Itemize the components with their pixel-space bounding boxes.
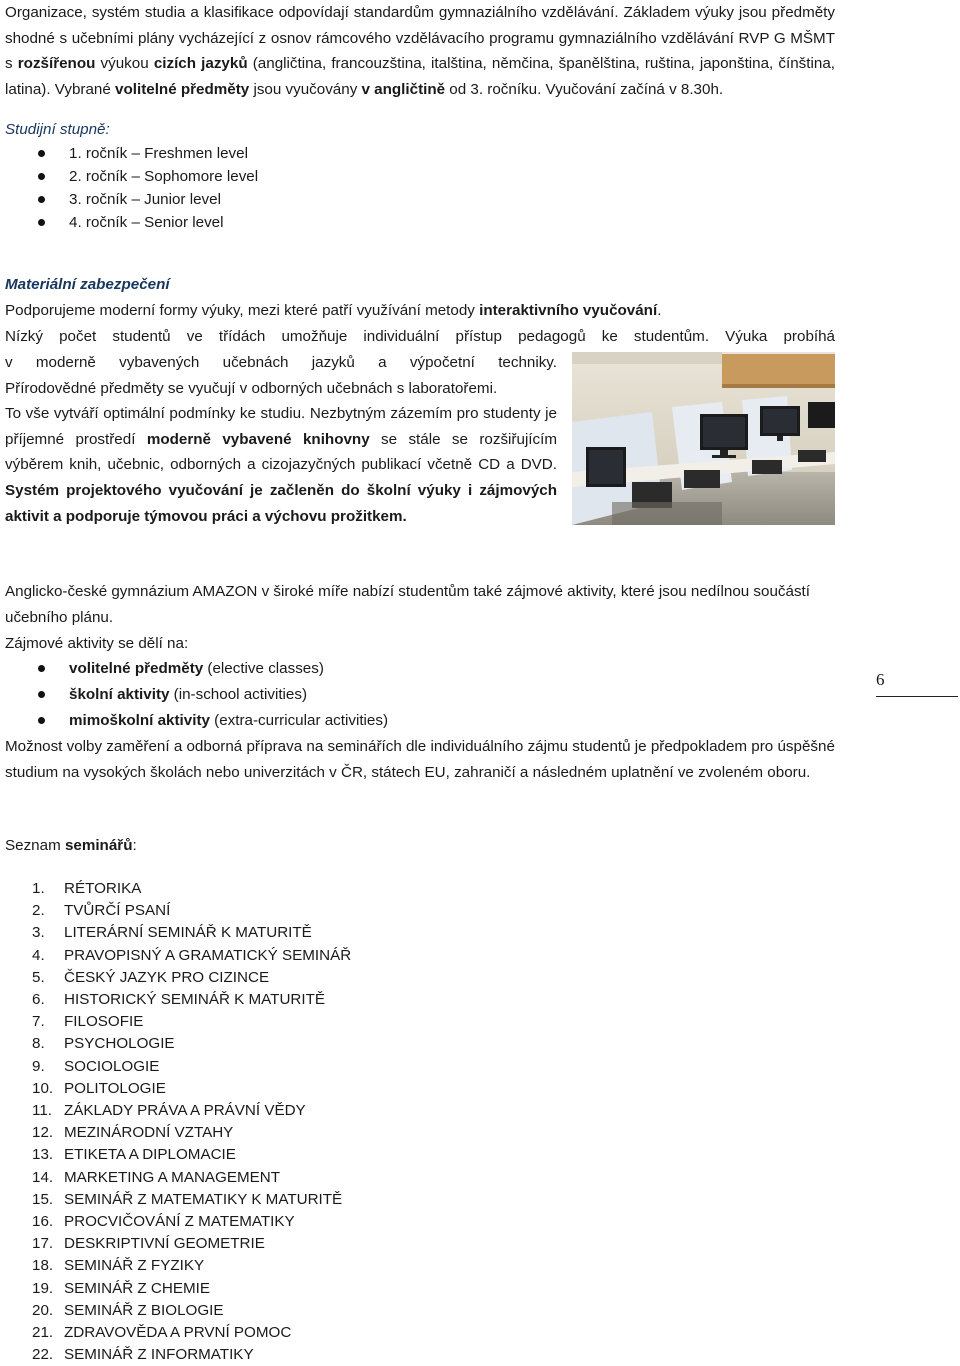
seminars-list	[32, 878, 351, 1366]
activity-rest: (extra-curricular activities)	[209, 712, 389, 729]
seminar-name: ČESKÝ JAZYK PRO CIZINCE	[64, 968, 270, 986]
computer-lab-photo	[572, 352, 835, 525]
list-item	[5, 656, 605, 682]
material-line-1-end: .	[657, 302, 662, 319]
study-levels-label: Studijní stupně:	[5, 121, 110, 138]
material-p5-text-1: To vše vytváří optimální podmínky ke studiu. Nezbytným zázemím pro studenty je příjemné prostředí	[5, 405, 557, 448]
list-number: 18.	[32, 1257, 54, 1275]
list-number: 10.	[32, 1079, 54, 1097]
list-item	[32, 989, 351, 1011]
list-item	[32, 878, 351, 900]
seminar-name: ZDRAVOVĚDA A PRVNÍ POMOC	[64, 1324, 292, 1342]
list-item	[32, 1122, 351, 1144]
list-number: 2.	[32, 902, 45, 920]
list-item: 4. ročník – Senior level	[5, 211, 405, 234]
list-number: 4.	[32, 946, 45, 964]
list-number: 11.	[32, 1102, 52, 1120]
seminars-label-bold: seminářů	[64, 837, 133, 854]
list-item: 2. ročník – Sophomore level	[5, 165, 405, 188]
list-item: 3. ročník – Junior level	[5, 188, 405, 211]
list-item	[32, 1100, 351, 1122]
material-p5-text-2: se stále se rozšiřujícím výběrem knih, učebnic, odborných a cizojazyčných publikací včetně CD a DVD.	[5, 430, 557, 474]
list-item	[5, 708, 605, 734]
list-item	[32, 900, 351, 922]
seminars-label-end: :	[132, 837, 137, 854]
seminar-name: PROCVIČOVÁNÍ Z MATEMATIKY	[64, 1213, 295, 1231]
list-item	[32, 1078, 351, 1100]
seminar-name: ETIKETA A DIPLOMACIE	[64, 1146, 236, 1164]
list-number: 7.	[32, 1013, 45, 1031]
seminar-name: TVŮRČÍ PSANÍ	[64, 902, 171, 920]
activities-paragraph-3: Možnost volby zaměření a odborná příprava na seminářích dle individuálního zájmu studentů je předpokladem pro úspěšné studium na vysokých školách nebo univerzitách v ČR, státech EU, zahraničí a následném uplatnění ve zvoleném oboru.	[5, 738, 835, 781]
list-item	[32, 1233, 351, 1255]
list-number: 20.	[32, 1301, 54, 1319]
list-item	[32, 1344, 351, 1366]
activities-paragraph-1: Anglicko-české gymnázium AMAZON v široké míře nabízí studentům také zájmové aktivity, které jsou nedílnou součástí učebního plánu.	[5, 583, 810, 626]
list-number: 6.	[32, 991, 45, 1009]
seminars-label	[5, 833, 137, 859]
page-number: 6	[876, 670, 958, 697]
list-item	[32, 1278, 351, 1300]
study-levels-list	[5, 142, 405, 234]
list-number: 17.	[32, 1235, 54, 1253]
material-line-2: Nízký počet studentů ve třídách umožňuje individuální přístup pedagogů ke studentům. Výuka probíhá	[5, 328, 835, 345]
seminar-name: LITERÁRNÍ SEMINÁŘ K MATURITĚ	[64, 924, 312, 942]
list-item	[32, 922, 351, 944]
seminar-name: POLITOLOGIE	[64, 1079, 166, 1097]
activity-rest: (elective classes)	[203, 660, 324, 677]
activity-bold: mimoškolní aktivity	[69, 712, 210, 729]
list-number: 15.	[32, 1190, 54, 1208]
intro-text-1: Organizace, systém studia a klasifikace odpovídají standardům gymnaziálního vzdělávání. Základem výuky jsou předměty shodné s učebními plány vycházející z osnov rámcového vzdělávacího programu gymnaziálního vzdělávání RVP G MŠMT s	[5, 4, 835, 73]
list-item	[32, 1144, 351, 1166]
list-number: 8.	[32, 1035, 45, 1053]
intro-bold-4: v angličtině	[361, 81, 446, 99]
material-p5-bold-2: Systém projektového vyučování je začleněn do školní výuky i zájmových aktivit a podporuje týmovou práci a výchovu prožitkem.	[5, 482, 557, 525]
seminar-name: SEMINÁŘ Z CHEMIE	[64, 1279, 210, 1297]
list-number: 12.	[32, 1124, 54, 1142]
intro-paragraph	[5, 0, 835, 103]
seminars-label-text: Seznam	[5, 837, 65, 854]
seminar-name: RÉTORIKA	[64, 880, 142, 897]
seminar-name: PSYCHOLOGIE	[64, 1035, 175, 1053]
seminar-name: SEMINÁŘ Z FYZIKY	[64, 1257, 205, 1275]
list-item	[32, 1300, 351, 1322]
list-item	[32, 1056, 351, 1078]
activities-paragraph-2: Zájmové aktivity se dělí na:	[5, 635, 189, 652]
list-item	[32, 1033, 351, 1055]
list-item	[32, 967, 351, 989]
intro-text-5: od 3. ročníku. Vyučování začíná v 8.30h.	[445, 81, 724, 99]
computer-lab-photo-image	[572, 352, 835, 525]
list-item: 1. ročník – Freshmen level	[5, 142, 405, 165]
activities-list	[5, 656, 605, 734]
list-number: 16.	[32, 1213, 54, 1231]
seminar-name: HISTORICKÝ SEMINÁŘ K MATURITĚ	[64, 991, 326, 1009]
material-line-3: v moderně vybavených učebnách jazyků a výpočetní techniky.	[5, 354, 557, 371]
seminar-name: MEZINÁRODNÍ VZTAHY	[64, 1124, 234, 1142]
list-item	[32, 1322, 351, 1344]
seminar-name: SEMINÁŘ Z INFORMATIKY	[64, 1346, 254, 1364]
activity-bold: volitelné předměty	[69, 660, 204, 677]
list-number: 5.	[32, 968, 45, 986]
activity-rest: (in-school activities)	[169, 686, 308, 703]
seminar-name: SEMINÁŘ Z BIOLOGIE	[64, 1301, 224, 1319]
list-item	[32, 1255, 351, 1277]
seminar-name: SOCIOLOGIE	[64, 1057, 160, 1075]
intro-bold-2: cizích jazyků	[153, 55, 248, 73]
material-line-4: Přírodovědné předměty se vyučují v odborných učebnách s laboratořemi.	[5, 380, 498, 397]
material-p5-bold-1: moderně vybavené knihovny	[146, 430, 370, 448]
list-item	[32, 945, 351, 967]
seminar-name: FILOSOFIE	[64, 1013, 144, 1031]
list-item	[32, 1011, 351, 1033]
intro-text-2: výukou	[95, 55, 154, 73]
list-number: 3.	[32, 924, 45, 942]
material-line-1-text: Podporujeme moderní formy výuky, mezi které patří využívání metody	[5, 302, 480, 319]
list-item	[32, 1211, 351, 1233]
list-number: 21.	[32, 1324, 54, 1342]
list-number: 19.	[32, 1279, 54, 1297]
material-line-1	[5, 298, 835, 324]
seminar-name: SEMINÁŘ Z MATEMATIKY K MATURITĚ	[64, 1190, 343, 1208]
intro-text-4: jsou vyučovány	[249, 81, 362, 99]
intro-bold-3: volitelné předměty	[115, 81, 250, 99]
activity-bold: školní aktivity	[69, 686, 170, 703]
list-number: 14.	[32, 1168, 54, 1186]
seminar-name: PRAVOPISNÝ A GRAMATICKÝ SEMINÁŘ	[64, 946, 352, 964]
material-paragraph-5	[5, 401, 557, 530]
list-number: 22.	[32, 1346, 54, 1364]
list-number: 13.	[32, 1146, 54, 1164]
section-heading-material: Materiální zabezpečení	[5, 276, 170, 293]
seminar-name: DESKRIPTIVNÍ GEOMETRIE	[64, 1235, 265, 1253]
list-item	[32, 1189, 351, 1211]
intro-bold-1: rozšířenou	[17, 55, 96, 73]
seminar-name: ZÁKLADY PRÁVA A PRÁVNÍ VĚDY	[64, 1102, 306, 1120]
material-line-1-bold: interaktivního vyučování	[479, 302, 658, 319]
list-item	[32, 1167, 351, 1189]
list-number: 9.	[32, 1057, 45, 1075]
list-number: 1.	[32, 880, 45, 897]
seminar-name: MARKETING A MANAGEMENT	[64, 1168, 281, 1186]
intro-text-3: (angličtina, francouzština, italština, němčina, španělština, ruština, japonština, čínština, latina). Vybrané	[5, 55, 835, 99]
list-item	[5, 682, 605, 708]
